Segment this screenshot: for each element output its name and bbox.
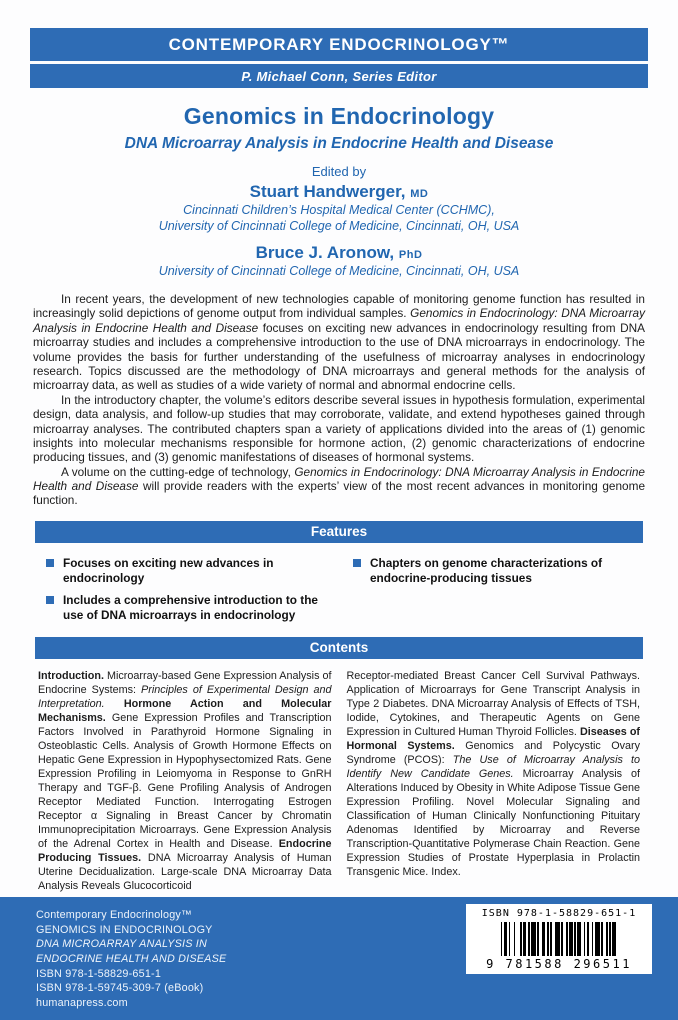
barcode-isbn-text: ISBN 978-1-58829-651-1 [481,908,637,919]
contents-right-column [347,669,641,894]
text-segment: DNA Microarray Analysis of Human Uterine Decidualization. Large-scale DNA Microarray Data Analysis Reveals Glucocorticoid [38,852,332,893]
text-segment: Genomics and Polycystic Ovary Syndrome (PCOS): [346,739,640,766]
text-segment: The Use of Microarray Analysis to Identify New Candidate Genes. [346,753,641,781]
text-segment: Endocrine Producing Tissues. [38,838,332,865]
text-segment: will provide readers with the experts’ view of the most recent advances in monitoring genome function. [33,479,646,508]
editor-degree: MD [410,188,429,200]
feature-text: Includes a comprehensive introduction to the use of DNA microarrays in endocrinology [63,593,318,623]
square-bullet-icon [46,559,54,567]
editor-affiliation: Cincinnati Children’s Hospital Medical Center (CCHMC), [183,203,495,217]
text-segment: In the introductory chapter, the volume’s editors describe several issues in hypothesis formulation, experimental design, data analysis, and follow-up studies that may corroborate, validate, and extend hypotheses gained through microarray analyses. The contributed chapters span a variety of applications divided into the areas of (1) genomic insights into molecular mechanisms responsible for hormone action, (2) genomic characterizations of endocrine producing tissues, and (3) genomic manifestations of diseases of hormonal systems. [33,392,645,465]
text-segment: Genomics in Endocrinology: DNA Microarray Analysis in Endocrine Health and Disease [33,464,645,494]
footer-line: humanapress.com [36,997,128,1010]
text-segment: In recent years, the development of new technologies capable of monitoring genome function has resulted in increasingly solid depictions of genome output from individual samples. [33,292,645,321]
editor-name-handwerger [0,182,678,202]
feature-item [46,556,329,585]
footer-line: ISBN 978-1-58829-651-1 [36,967,162,980]
description-text [33,292,645,508]
description-paragraph [33,292,645,393]
book-subtitle: DNA Microarray Analysis in Endocrine Health and Disease [124,135,554,152]
square-bullet-icon [353,559,361,567]
edited-by-label: Edited by [311,164,367,179]
editor-affiliation: University of Cincinnati College of Medicine, Cincinnati, OH, USA [158,264,520,278]
barcode [466,904,652,974]
text-segment [105,698,124,710]
features-right-column [353,556,636,631]
features-band: Features [35,521,643,543]
series-title: CONTEMPORARY ENDOCRINOLOGY™ [30,28,648,61]
feature-item [46,593,329,622]
footer-line: Contemporary Endocrinology™ [36,909,193,921]
text-segment: Principles of Experimental Design and Interpretation. [38,683,332,710]
footer-line: DNA MICROARRAY ANALYSIS IN [36,938,207,951]
series-editor: P. Michael Conn, Series Editor [30,64,648,88]
text-segment: Microarray-based Gene Expression Analysis of Endocrine Systems: [38,669,332,696]
features-left-column [46,556,329,631]
editor-degree: PhD [398,249,423,261]
footer-line: ISBN 978-1-59745-309-7 (eBook) [36,982,204,995]
feature-text: Focuses on exciting new advances in endocrinology [63,555,274,585]
square-bullet-icon [46,596,54,604]
barcode-number: 9 781588 296511 [486,957,632,971]
features-list [46,556,636,631]
editor-affiliation: University of Cincinnati College of Medicine, Cincinnati, OH, USA [158,219,520,233]
text-segment: focuses on exciting new advances in endocrinology resulting from DNA microarray studies and includes a comprehensive introduction to the use of DNA microarrays in endocrinology. The volume provides the basis for further understanding of the usefulness of microarray analyses in endocrinology research. Topics discussed are the methodology of DNA microarrays and general methods for the analysis of microarray data, as well as studies of a wide variety of normal and abnormal endocrine cells. [33,320,645,393]
text-segment: Genomics in Endocrinology: DNA Microarray Analysis in Endocrine Health and Disease [33,306,645,335]
book-title: Genomics in Endocrinology [183,103,495,129]
contents-band: Contents [35,637,643,659]
contents [38,669,640,894]
footer-imprint [36,908,226,1011]
feature-text: Chapters on genome characterizations of endocrine-producing tissues [370,555,603,585]
footer-line: ENDOCRINE HEALTH AND DISEASE [36,953,227,966]
editor-name-aronow [0,243,678,263]
text-segment: Introduction. [38,669,104,682]
text-segment: Gene Expression Profiles and Transcription Factors Involved in Parathyroid Hormone Signaling in Osteoblastic Cells. Analysis of Growth Hormone Effects on Hepatic Gene Expression in Hypophysectomized Rats. Gene Expression Profiling in Leiomyoma in Response to GnRH Therapy and TGF-β. Gene Profiling Analysis of Androgen Receptor Mediated Function. Interrogating Estrogen Receptor α Signaling in Breast Cancer by Chromatin Immunoprecipitation Microarrays. Gene Expression Analysis of the Adrenal Cortex in Health and Disease. [38,711,332,851]
editor-name-text: Bruce J. Aronow, [255,243,395,262]
description-paragraph [33,393,645,465]
editor-name-text: Stuart Handwerger, [249,182,406,201]
text-segment: Diseases of Hormonal Systems. [346,725,641,752]
barcode-bars-icon [472,922,646,956]
text-segment: Hormone Action and Molecular Mechanisms. [38,697,332,724]
text-segment: Receptor-mediated Breast Cancer Cell Survival Pathways. Application of Microarrays for Gene Transcript Analysis in Type 2 Diabetes. DNA Microarray Analysis of Effects of TSH, Iodide, Cytokines, and Therapeutic Agents on Gene Expression in Cultured Human Thyroid Follicles. [346,669,640,738]
contents-left-column [38,669,332,894]
series-header [30,28,648,88]
footer-line: GENOMICS IN ENDOCRINOLOGY [36,923,213,936]
footer [0,897,678,1020]
text-segment: A volume on the cutting-edge of technology, [61,464,295,479]
description-paragraph [33,465,645,508]
feature-item [353,556,636,585]
text-segment: Microarray Analysis of Alterations Induced by Obesity in White Adipose Tissue Gene Expression Profiling. Novel Molecular Signaling and Classification of Human Clinically Nonfunctioning Pituitary Adenomas Identified by Microarray and Reverse Transcription-Quantitative Polymerase Chain Reaction. Gene Expression Studies of Prostate Hyperplasia in Prolactin Transgenic Mice. Index. [346,768,640,879]
